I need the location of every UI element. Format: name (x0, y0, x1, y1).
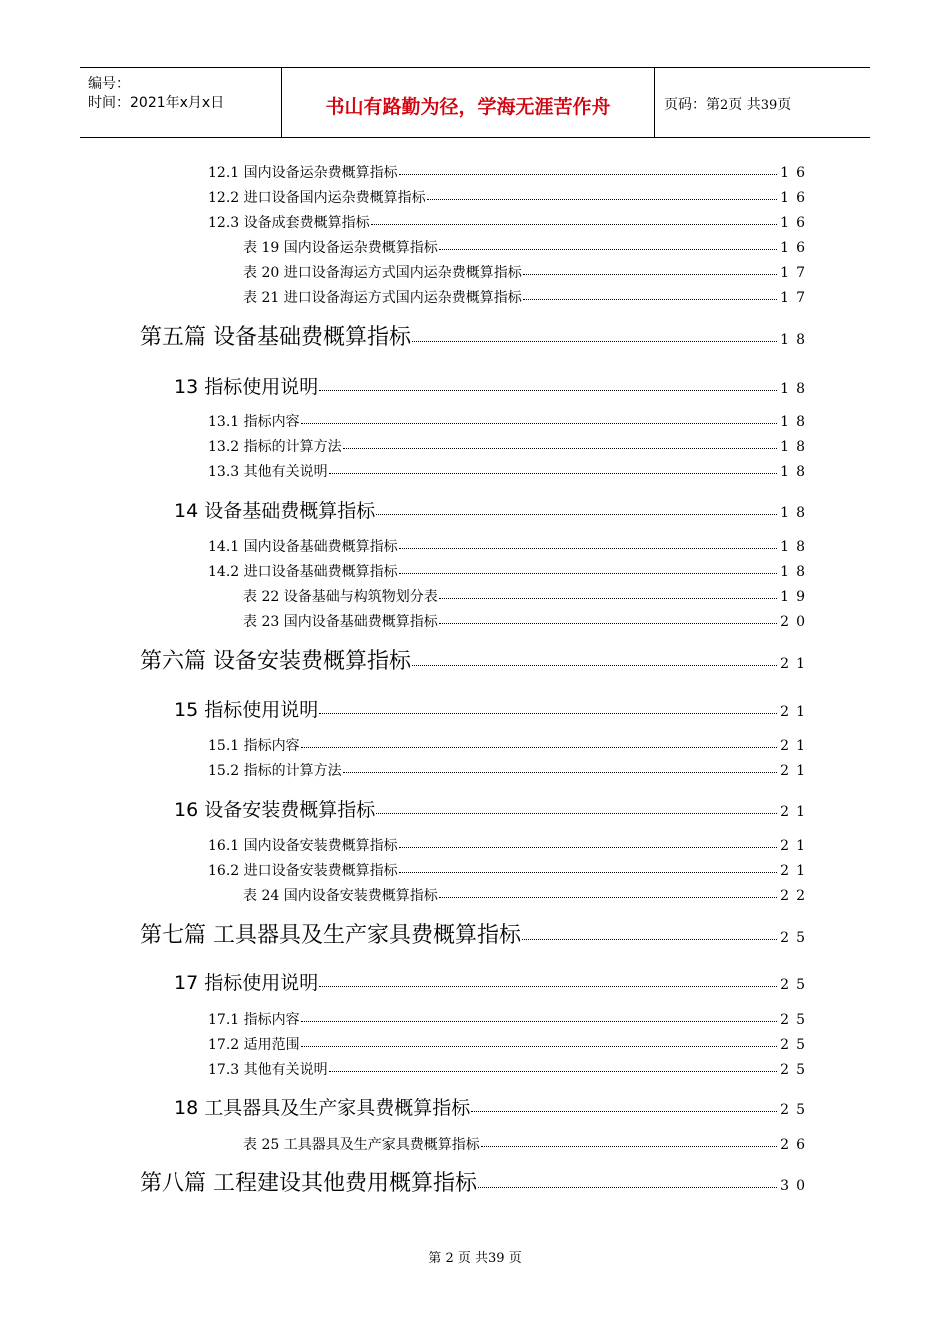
toc-entry-title: 表 23 国内设备基础费概算指标 (243, 614, 438, 630)
toc-entry-title: 17.1 指标内容 (208, 1012, 300, 1028)
toc-entry-title: 第六篇 设备安装费概算指标 (140, 649, 411, 674)
toc-leader (343, 772, 778, 773)
page-suffix: 页 (777, 97, 792, 113)
header-page-cell (655, 68, 870, 137)
toc-entry-title: 表 25 工具器具及生产家具费概算指标 (243, 1137, 480, 1153)
toc-entry[interactable] (208, 1059, 812, 1079)
page-header (80, 67, 870, 138)
toc-entry-title: 14.1 国内设备基础费概算指标 (208, 539, 398, 555)
toc-entry-page: 25 (780, 1012, 812, 1028)
toc-leader (439, 598, 777, 599)
toc-entry-page: 18 (780, 505, 812, 521)
toc-entry[interactable] (208, 860, 812, 880)
toc-leader (427, 199, 778, 200)
toc-entry-page: 25 (780, 1062, 812, 1078)
toc-entry-page: 16 (780, 165, 812, 181)
toc-entry-title: 13.1 指标内容 (208, 414, 300, 430)
page-footer (0, 1247, 950, 1266)
toc-entry-title: 13.3 其他有关说明 (208, 464, 328, 480)
toc-leader (301, 423, 778, 424)
toc-entry-title: 表 22 设备基础与构筑物划分表 (243, 589, 438, 605)
toc-entry-page: 25 (780, 1037, 812, 1053)
toc-entry-page: 18 (780, 539, 812, 555)
toc-entry[interactable] (208, 735, 812, 755)
toc-entry-page: 25 (780, 930, 812, 946)
toc-entry[interactable] (208, 536, 812, 556)
toc-entry[interactable] (208, 187, 812, 207)
toc-entry-title: 16.1 国内设备安装费概算指标 (208, 838, 398, 854)
toc-entry-title: 表 19 国内设备运杂费概算指标 (243, 240, 438, 256)
toc-entry-page: 16 (780, 240, 812, 256)
toc-entry[interactable] (208, 835, 812, 855)
toc-entry-page: 22 (780, 888, 812, 904)
toc-chapter-heading[interactable] (174, 968, 812, 995)
toc-entry[interactable] (208, 411, 812, 431)
toc-entry-title: 第八篇 工程建设其他费用概算指标 (140, 1171, 477, 1196)
toc-entry-title: 13.2 指标的计算方法 (208, 439, 342, 455)
toc-entry-page: 16 (780, 215, 812, 231)
toc-entry-page: 17 (780, 265, 812, 281)
toc-leader (329, 473, 778, 474)
footer-suffix: 页 (508, 1251, 522, 1266)
toc-entry-title: 第七篇 工具器具及生产家具费概算指标 (140, 923, 521, 948)
toc-entry[interactable] (208, 162, 812, 182)
toc-entry-page: 26 (780, 1137, 812, 1153)
footer-mid: 页 共 (457, 1251, 488, 1266)
toc-entry-title: 17.2 适用范围 (208, 1037, 300, 1053)
toc-leader (376, 514, 777, 515)
toc-entry-title: 15.1 指标内容 (208, 738, 300, 754)
toc-entry-page: 18 (780, 414, 812, 430)
toc-part-heading[interactable] (140, 644, 812, 675)
toc-entry-page: 21 (780, 763, 812, 779)
toc-entry-title: 15.2 指标的计算方法 (208, 763, 342, 779)
toc-leader (439, 249, 777, 250)
toc-leader (399, 548, 778, 549)
toc-leader (478, 1187, 777, 1188)
toc-entry[interactable] (243, 262, 812, 282)
toc-leader (471, 1111, 777, 1112)
toc-entry-page: 30 (780, 1178, 812, 1194)
toc-chapter-heading[interactable] (174, 496, 812, 523)
toc-entry[interactable] (208, 461, 812, 481)
toc-leader (319, 390, 777, 391)
toc-entry-page: 16 (780, 190, 812, 206)
toc-entry[interactable] (208, 561, 812, 581)
toc-leader (522, 939, 777, 940)
toc-entry-title: 表 21 进口设备海运方式国内运杂费概算指标 (243, 290, 522, 306)
toc-leader (399, 573, 778, 574)
toc-leader (301, 1046, 778, 1047)
toc-entry-page: 21 (780, 738, 812, 754)
toc-leader (319, 986, 777, 987)
footer-current-page: 2 (445, 1251, 454, 1266)
toc-entry-title: 12.1 国内设备运杂费概算指标 (208, 165, 398, 181)
toc-entry-page: 21 (780, 838, 812, 854)
toc-part-heading[interactable] (140, 918, 812, 949)
toc-entry[interactable] (208, 436, 812, 456)
toc-entry[interactable] (208, 212, 812, 232)
footer-total-pages: 39 (488, 1251, 505, 1266)
toc-entry-title: 15 指标使用说明 (174, 699, 319, 721)
toc-entry-page: 21 (780, 656, 812, 672)
motto-text: 书山有路勤为径，学海无涯苦作舟 (325, 96, 611, 118)
toc-entry-page: 21 (780, 863, 812, 879)
toc-entry[interactable] (243, 237, 812, 257)
toc-entry[interactable] (243, 611, 812, 631)
toc-leader (319, 713, 777, 714)
toc-leader (399, 847, 778, 848)
toc-chapter-heading[interactable] (174, 1093, 812, 1120)
toc-entry-title: 18 工具器具及生产家具费概算指标 (174, 1097, 471, 1119)
toc-entry-page: 25 (780, 977, 812, 993)
toc-chapter-heading[interactable] (174, 372, 812, 399)
toc-entry[interactable] (208, 760, 812, 780)
toc-entry-page: 19 (780, 589, 812, 605)
toc-chapter-heading[interactable] (174, 795, 812, 822)
document-time-label: 时间：2021年x月x日 (88, 95, 225, 111)
toc-leader (412, 341, 777, 342)
toc-entry[interactable] (243, 287, 812, 307)
toc-leader (481, 1146, 777, 1147)
toc-leader (412, 665, 777, 666)
toc-entry-title: 第五篇 设备基础费概算指标 (140, 325, 411, 350)
toc-leader (301, 1021, 778, 1022)
toc-entry-page: 17 (780, 290, 812, 306)
toc-entry-page: 18 (780, 464, 812, 480)
header-info-cell (80, 68, 282, 137)
header-motto-cell (282, 68, 655, 137)
toc-leader (371, 224, 778, 225)
toc-chapter-heading[interactable] (174, 695, 812, 722)
toc-leader (399, 872, 778, 873)
toc-leader (523, 274, 777, 275)
toc-entry[interactable] (208, 1009, 812, 1029)
toc-entry-page: 18 (780, 381, 812, 397)
toc-part-heading[interactable] (140, 320, 812, 351)
toc-entry-page: 18 (780, 332, 812, 348)
toc-leader (439, 897, 777, 898)
toc-leader (523, 299, 777, 300)
toc-entry-title: 13 指标使用说明 (174, 376, 319, 398)
toc-entry-title: 12.3 设备成套费概算指标 (208, 215, 370, 231)
toc-entry[interactable] (243, 885, 812, 905)
toc-entry-title: 表 24 国内设备安装费概算指标 (243, 888, 438, 904)
toc-entry-title: 14 设备基础费概算指标 (174, 500, 376, 522)
toc-entry-title: 16.2 进口设备安装费概算指标 (208, 863, 398, 879)
toc-entry[interactable] (208, 1034, 812, 1054)
toc-entry-title: 14.2 进口设备基础费概算指标 (208, 564, 398, 580)
toc-leader (343, 448, 778, 449)
page-mid: 页 共 (728, 97, 761, 113)
toc-leader (301, 747, 778, 748)
toc-entry-page: 21 (780, 704, 812, 720)
toc-entry-title: 16 设备安装费概算指标 (174, 799, 376, 821)
toc-leader (376, 813, 777, 814)
toc-entry[interactable] (243, 586, 812, 606)
page-current: 2 (720, 98, 729, 113)
toc-part-heading[interactable] (140, 1166, 812, 1197)
toc-leader (399, 174, 778, 175)
toc-entry-page: 20 (780, 614, 812, 630)
footer-prefix: 第 (428, 1251, 442, 1266)
toc-entry[interactable] (243, 1134, 812, 1154)
toc-entry-title: 17.3 其他有关说明 (208, 1062, 328, 1078)
header-page-number (664, 94, 791, 114)
toc-leader (329, 1071, 778, 1072)
toc-entry-title: 表 20 进口设备海运方式国内运杂费概算指标 (243, 265, 522, 281)
page-total: 39 (760, 98, 778, 113)
toc-leader (439, 623, 777, 624)
toc-entry-title: 17 指标使用说明 (174, 972, 319, 994)
toc-entry-title: 12.2 进口设备国内运杂费概算指标 (208, 190, 426, 206)
toc-entry-page: 18 (780, 439, 812, 455)
page-prefix: 页码：第 (664, 97, 720, 113)
toc-entry-page: 25 (780, 1102, 812, 1118)
toc-entry-page: 18 (780, 564, 812, 580)
toc-entry-page: 21 (780, 804, 812, 820)
document-code-label: 编号： (88, 76, 130, 92)
